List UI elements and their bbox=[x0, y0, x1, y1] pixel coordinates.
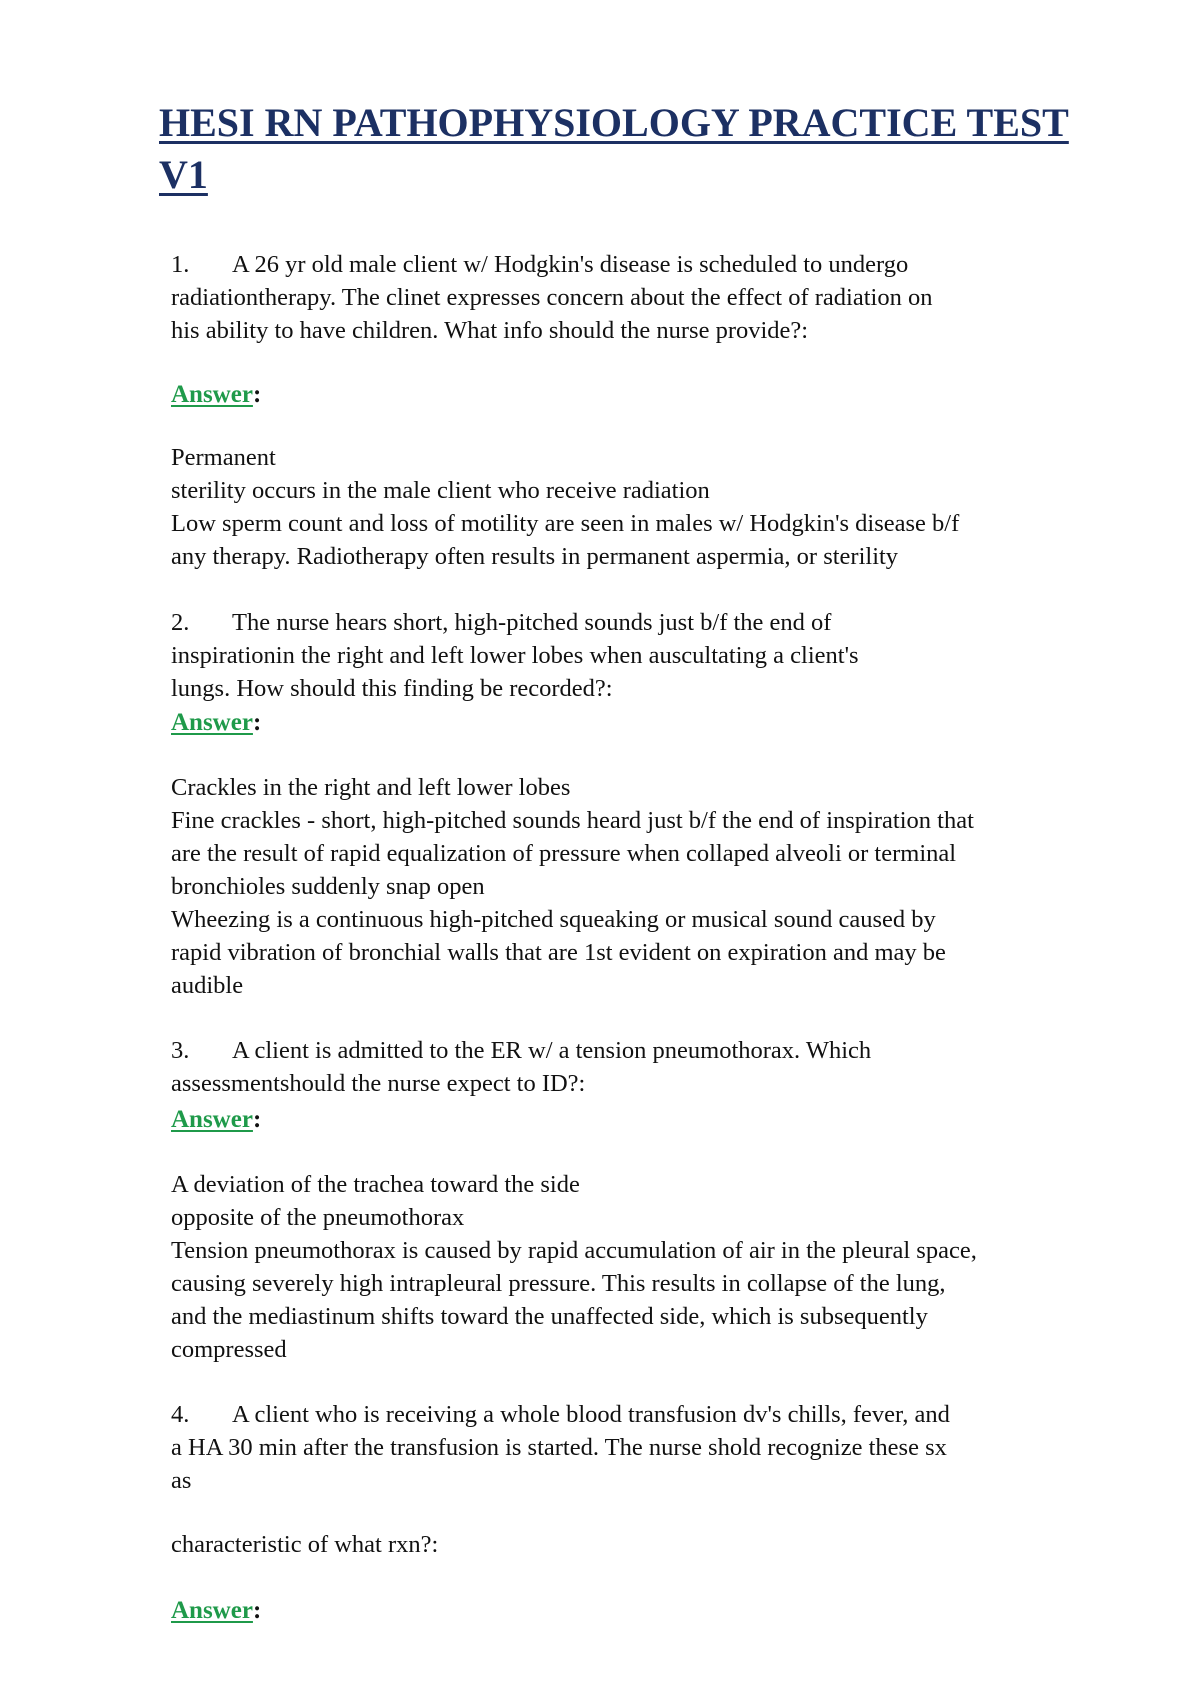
question-text: radiationtherapy. The clinet expresses concern about the effect of radiation on bbox=[171, 284, 933, 311]
question-text: a HA 30 min after the transfusion is started. The nurse shold recognize these sx bbox=[171, 1434, 947, 1461]
title-line-1: HESI RN PATHOPHYSIOLOGY PRACTICE TEST bbox=[159, 100, 1069, 145]
question-text: his ability to have children. What info should the nurse provide?: bbox=[171, 317, 809, 344]
answer-colon: : bbox=[252, 709, 262, 736]
question-1 bbox=[171, 248, 1106, 347]
answer-heading bbox=[171, 1103, 261, 1136]
answer-1 bbox=[171, 441, 1106, 573]
answer-text: and the mediastinum shifts toward the unaffected side, which is subsequently bbox=[171, 1303, 928, 1330]
answer-label: Answer bbox=[171, 381, 253, 408]
answer-text: A deviation of the trachea toward the side bbox=[171, 1171, 580, 1198]
answer-text: causing severely high intrapleural pressure. This results in collapse of the lung, bbox=[171, 1270, 946, 1297]
question-text: assessmentshould the nurse expect to ID?: bbox=[171, 1070, 586, 1097]
answer-text: compressed bbox=[171, 1336, 287, 1363]
answer-text: sterility occurs in the male client who receive radiation bbox=[171, 477, 710, 504]
answer-3 bbox=[171, 1168, 1106, 1366]
question-4 bbox=[171, 1398, 1106, 1497]
question-number: 4. bbox=[171, 1401, 190, 1428]
answer-colon: : bbox=[252, 1106, 262, 1133]
answer-heading bbox=[171, 706, 261, 739]
answer-label: Answer bbox=[171, 1597, 253, 1624]
question-number: 3. bbox=[171, 1037, 190, 1064]
answer-text: are the result of rapid equalization of pressure when collaped alveoli or terminal bbox=[171, 840, 957, 867]
question-number: 2. bbox=[171, 609, 190, 636]
answer-heading bbox=[171, 1594, 261, 1627]
question-text: characteristic of what rxn?: bbox=[171, 1531, 439, 1558]
question-text: inspirationin the right and left lower lobes when auscultating a client's bbox=[171, 642, 859, 669]
answer-colon: : bbox=[252, 1597, 262, 1624]
answer-text: rapid vibration of bronchial walls that are 1st evident on expiration and may be bbox=[171, 939, 946, 966]
answer-text: opposite of the pneumothorax bbox=[171, 1204, 465, 1231]
answer-text: Fine crackles - short, high-pitched sounds heard just b/f the end of inspiration that bbox=[171, 807, 974, 834]
answer-text: bronchioles suddenly snap open bbox=[171, 873, 485, 900]
answer-2 bbox=[171, 771, 1106, 1002]
question-text: A client is admitted to the ER w/ a tension pneumothorax. Which bbox=[232, 1037, 872, 1064]
answer-heading bbox=[171, 378, 261, 411]
question-text: lungs. How should this finding be recorded?: bbox=[171, 675, 613, 702]
answer-colon: : bbox=[252, 381, 262, 408]
question-number: 1. bbox=[171, 251, 190, 278]
answer-text: audible bbox=[171, 972, 244, 999]
document-title bbox=[159, 97, 1119, 201]
answer-text: Low sperm count and loss of motility are seen in males w/ Hodgkin's disease b/f bbox=[171, 510, 960, 537]
question-2 bbox=[171, 606, 1106, 705]
answer-text: Tension pneumothorax is caused by rapid accumulation of air in the pleural space, bbox=[171, 1237, 977, 1264]
answer-label: Answer bbox=[171, 1106, 253, 1133]
answer-text: Wheezing is a continuous high-pitched squeaking or musical sound caused by bbox=[171, 906, 936, 933]
question-text: as bbox=[171, 1467, 192, 1494]
question-text: A client who is receiving a whole blood transfusion dv's chills, fever, and bbox=[232, 1401, 950, 1428]
question-text: A 26 yr old male client w/ Hodgkin's disease is scheduled to undergo bbox=[232, 251, 909, 278]
question-3 bbox=[171, 1034, 1106, 1100]
answer-label: Answer bbox=[171, 709, 253, 736]
title-line-2: V1 bbox=[159, 152, 208, 197]
answer-text: any therapy. Radiotherapy often results in permanent aspermia, or sterility bbox=[171, 543, 899, 570]
question-4-continuation bbox=[171, 1528, 1106, 1561]
answer-text: Crackles in the right and left lower lobes bbox=[171, 774, 571, 801]
question-text: The nurse hears short, high-pitched sounds just b/f the end of bbox=[232, 609, 832, 636]
answer-text: Permanent bbox=[171, 444, 276, 471]
